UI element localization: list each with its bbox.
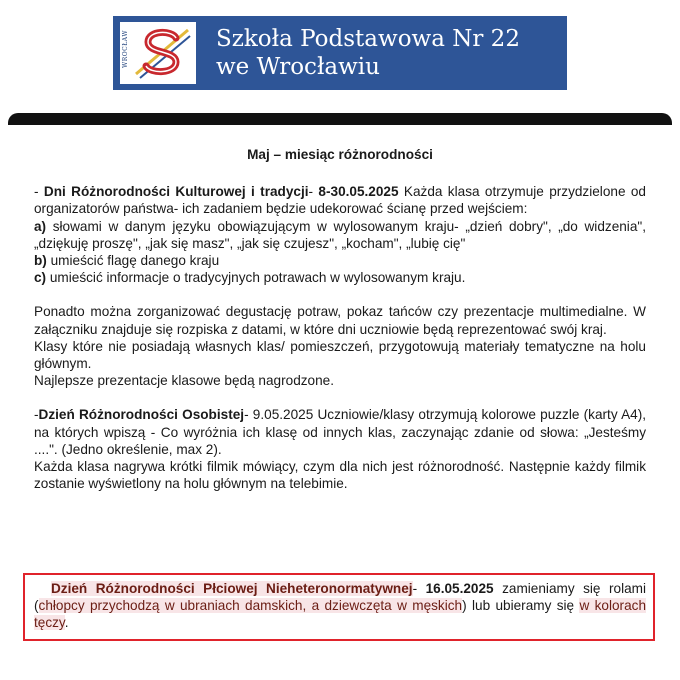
- school-header-banner: [113, 16, 567, 90]
- logo-text: WROCŁAW: [122, 30, 129, 68]
- list-marker: b): [34, 253, 47, 269]
- page-top-rule: [8, 113, 672, 125]
- list-text: słowami w danym języku obowiązującym w wylosowanym kraju- „dzień dobry", „do widzenia", „dziękuję proszę", „jak się masz", „jak się czujesz", „kocham", „lubię cię": [34, 218, 646, 251]
- document-body: [34, 142, 646, 492]
- paragraph: Każda klasa nagrywa krótki filmik mówiący, czym dla nich jest różnorodność. Następnie każdy filmik zostanie wyświetlony na holu głównym na telebimie.: [34, 459, 646, 492]
- list-text: umieścić informacje o tradycyjnych potrawach w wylosowanym kraju.: [46, 270, 466, 286]
- section1-lead: -: [34, 184, 44, 200]
- section3-text4: w kolorach tęczy: [34, 598, 646, 631]
- paragraph: Najlepsze prezentacje klasowe będą nagrodzone.: [34, 373, 335, 389]
- section-personal-diversity: [34, 406, 646, 458]
- list-item: [34, 218, 646, 252]
- section1-dash: -: [308, 184, 319, 200]
- section2-text: - 9.05.2025 Uczniowie/klasy otrzymują kolorowe puzzle (karty A4), na których wpiszą - Co wyróżnia ich klasę od innych klas, zaczynając zdanie od słowa: „Jesteśmy ....". (Jedno określenie, max 2).: [34, 407, 646, 457]
- section2-lead: -: [34, 407, 39, 423]
- section3-text3: ) lub ubieramy się: [462, 598, 580, 614]
- school-name: [216, 25, 520, 81]
- list-item: [34, 269, 646, 286]
- section3-dash: -: [412, 581, 426, 596]
- section-gender-diversity: [34, 580, 646, 632]
- school-name-line1: Szkoła Podstawowa Nr 22: [216, 26, 520, 52]
- list-item: [34, 252, 646, 269]
- section2-title: Dzień Różnorodności Osobistej: [38, 407, 245, 423]
- section1-text: Każda klasa otrzymuje przydzielone od organizatorów państwa- ich zadaniem będzie udekorować ścianę przed wejściem:: [34, 184, 646, 217]
- list-marker: a): [34, 218, 47, 234]
- section1-dates: 8-30.05.2025: [318, 184, 399, 200]
- paragraph: Klasy które nie posiadają własnych klas/ pomieszczeń, przygotowują materiały tematyczne na holu głównym.: [34, 338, 646, 372]
- school-logo: [120, 22, 196, 84]
- section-cultural-diversity: [34, 183, 646, 217]
- list-text: umieścić flagę danego kraju: [46, 253, 220, 269]
- section3-date: 16.05.2025: [425, 581, 494, 596]
- section3-text2: chłopcy przychodzą w ubraniach damskich, a dziewczęta w męskich: [38, 598, 463, 614]
- section3-text5: .: [64, 615, 69, 631]
- school-emblem-icon: [132, 24, 192, 82]
- school-name-line2: we Wrocławiu: [216, 54, 380, 80]
- section3-text1: zamieniamy się rolami (: [34, 581, 646, 614]
- section1-title: Dni Różnorodności Kulturowej i tradycji: [43, 184, 309, 200]
- list-marker: c): [34, 270, 47, 286]
- page-title: Maj – miesiąc różnorodności: [247, 147, 433, 162]
- paragraph: Ponadto można zorganizować degustację potraw, pokaz tańców czy prezentacje multimedialne. W załączniku znajduje się rozpiska z datami, w które dni uczniowie będą reprezentować swój kraj.: [34, 304, 646, 337]
- section3-title: Dzień Różnorodności Płciowej Nieheteronormatywnej: [50, 581, 413, 596]
